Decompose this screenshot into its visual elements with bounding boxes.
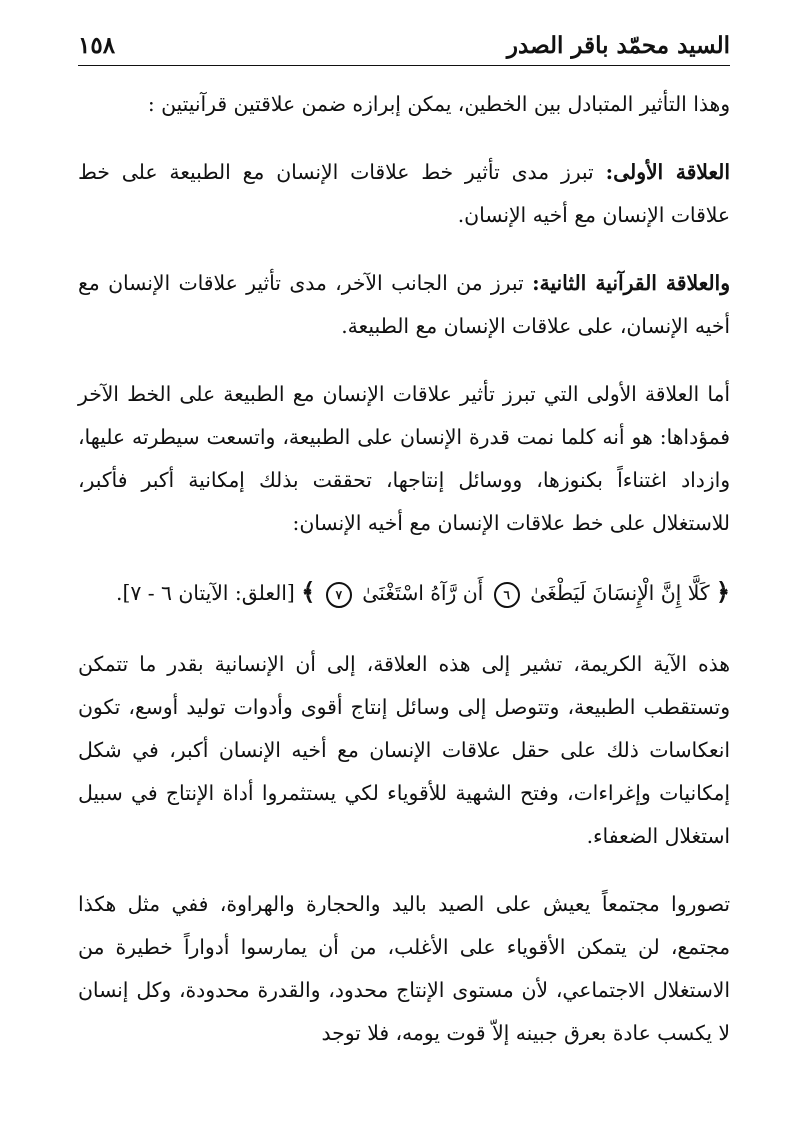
paragraph-text: وهذا التأثير المتبادل بين الخطين، يمكن إبرازه ضمن علاقتين قرآنيتين : bbox=[147, 92, 730, 116]
ayah-number-marker: ٧ bbox=[326, 582, 352, 608]
page-header bbox=[78, 28, 730, 62]
paragraph-first-relation-explained bbox=[78, 373, 730, 545]
running-title: السيد محمّد باقر الصدر bbox=[506, 31, 730, 59]
verse-part-1: كَلَّا إِنَّ الْإِنسَانَ لَيَطْغَىٰ bbox=[530, 581, 710, 605]
paragraph-first-relation bbox=[78, 151, 730, 237]
page-body bbox=[78, 83, 730, 1080]
paragraph-lead: والعلاقة القرآنية الثانية: bbox=[532, 271, 730, 295]
page-number: ١٥٨ bbox=[78, 31, 116, 59]
paragraph-hunting-society bbox=[78, 883, 730, 1055]
verse-citation: [العلق: الآيتان ٦ - ٧]. bbox=[116, 581, 295, 605]
paragraph-text: أما العلاقة الأولى التي تبرز تأثير علاقات الإنسان مع الطبيعة على الخط الآخر فمؤداها: هو أنه كلما نمت قدرة الإنسان على الطبيعة، واتسعت سيطرته عليها، وازداد اغتناءاً بكنوزها، ووسائل إنتاجها، تحققت بذلك إمكانية أكبر فأكبر، للاستغلال على خط علاقات الإنسان مع أخيه الإنسان: bbox=[78, 382, 730, 535]
verse-close-bracket: ﴾ bbox=[301, 577, 316, 606]
paragraph-text: تبرز من الجانب الآخر، مدى تأثير علاقات الإنسان مع أخيه الإنسان، على علاقات الإنسان مع الطبيعة. bbox=[78, 271, 730, 338]
paragraph-text: هذه الآية الكريمة، تشير إلى هذه العلاقة، إلى أن الإنسانية بقدر ما تتمكن وتستقطب الطبيعة، وتتوصل إلى وسائل إنتاج أقوى وأدوات توليد أوسع، تكون انعكاسات ذلك على حقل علاقات الإنسان مع أخيه الإنسان أكبر، في شكل إمكانيات وإغراءات، وفتح الشهية للأقوياء لكي يستثمروا أداة الإنتاج في سبيل استغلال الضعفاء. bbox=[78, 652, 730, 848]
header-rule bbox=[78, 65, 730, 66]
paragraph-verse-commentary bbox=[78, 643, 730, 858]
paragraph-lead: العلاقة الأولى: bbox=[605, 160, 730, 184]
verse-part-2: أَن رَّآهُ اسْتَغْنَىٰ bbox=[362, 581, 484, 605]
paragraph-second-relation bbox=[78, 262, 730, 348]
ayah-number-marker: ٦ bbox=[494, 582, 520, 608]
quran-verse bbox=[78, 570, 730, 615]
paragraph-intro bbox=[78, 83, 730, 126]
paragraph-text: تصوروا مجتمعاً يعيش على الصيد باليد والحجارة والهراوة، ففي مثل هكذا مجتمع، لن يتمكن الأقوياء على الأغلب، من أن يمارسوا أدواراً خطيرة من الاستغلال الاجتماعي، لأن مستوى الإنتاج محدود، والقدرة محدودة، وكل إنسان لا يكسب عادة بعرق جبينه إلاّ قوت يومه، فلا توجد bbox=[78, 892, 730, 1045]
verse-open-bracket: ﴿ bbox=[715, 577, 730, 606]
paragraph-text: تبرز مدى تأثير خط علاقات الإنسان مع الطبيعة على خط علاقات الإنسان مع أخيه الإنسان. bbox=[78, 160, 730, 227]
